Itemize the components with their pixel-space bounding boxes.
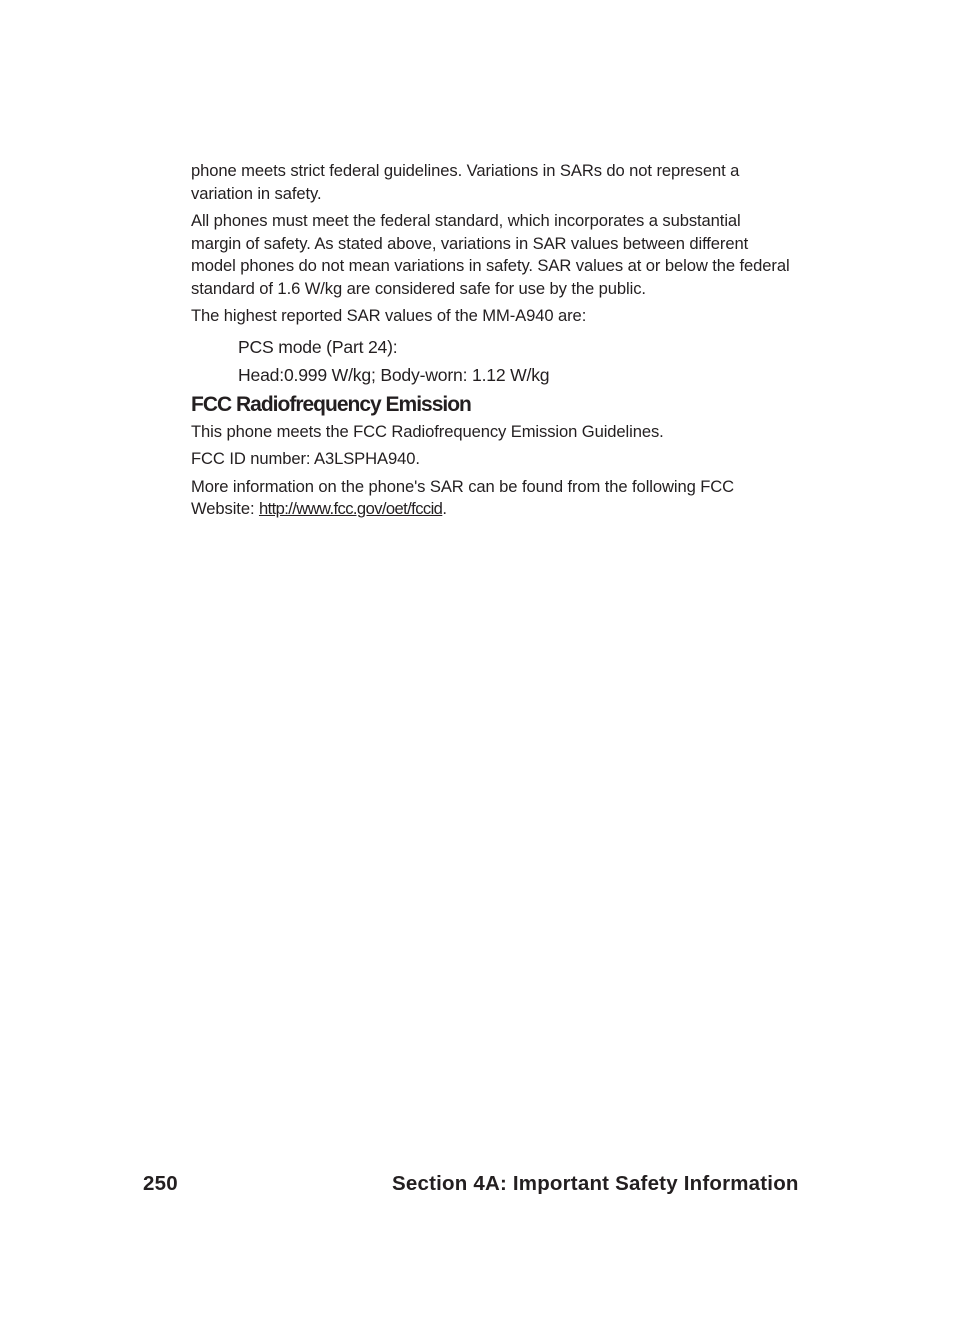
page-content bbox=[191, 160, 791, 526]
fcc-website-text: More information on the phone's SAR can be found from the following FCC Website: bbox=[191, 476, 735, 518]
sar-mode-line: PCS mode (Part 24): bbox=[238, 336, 398, 357]
paragraph-fcc-id: FCC ID number: A3LSPHA940. bbox=[191, 449, 420, 468]
paragraph-sar-guidelines: phone meets strict federal guidelines. Variations in SARs do not represent a variation in safety. bbox=[191, 161, 740, 203]
section-heading-fcc-emission: FCC Radiofrequency Emission bbox=[191, 392, 471, 416]
paragraph-fcc-guidelines: This phone meets the FCC Radiofrequency Emission Guidelines. bbox=[191, 421, 664, 441]
paragraph-fcc-website bbox=[191, 476, 791, 521]
footer-section-title: Section 4A: Important Safety Information bbox=[392, 1172, 799, 1195]
paragraph-federal-standard: All phones must meet the federal standard, which incorporates a substantial margin of safety. As stated above, variations in SAR values between different model phones do not mean variations in safety. SAR values at or below the federal standard of 1.6 W/kg are considered safe for use by the public. bbox=[191, 211, 790, 298]
sar-values-line: Head:0.999 W/kg; Body-worn: 1.12 W/kg bbox=[238, 364, 550, 385]
paragraph-highest-sar: The highest reported SAR values of the MM-A940 are: bbox=[191, 306, 587, 325]
page-number: 250 bbox=[143, 1172, 178, 1195]
fcc-website-suffix: . bbox=[442, 499, 447, 518]
fcc-website-link[interactable]: http://www.fcc.gov/oet/fccid bbox=[258, 499, 443, 518]
